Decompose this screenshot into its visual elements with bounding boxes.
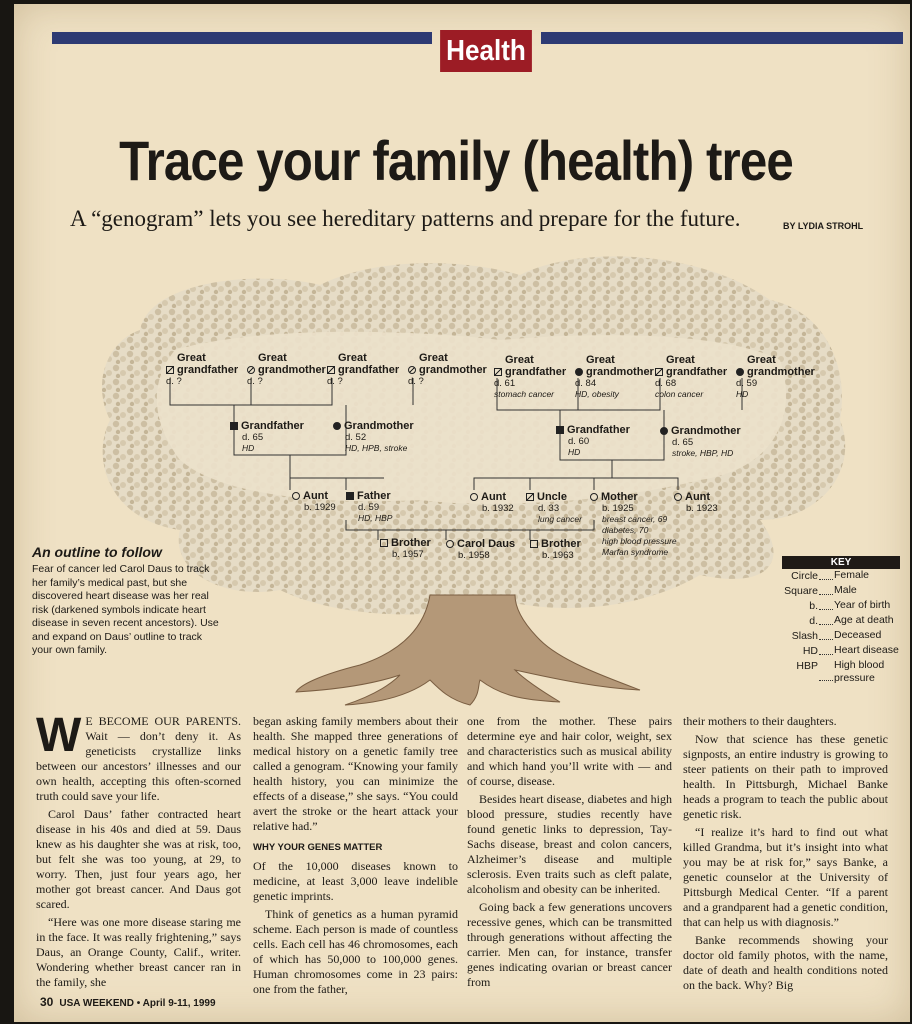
paragraph: Now that science has these genetic signposts, an entire industry is growing to steer patients on their path to improved health. In Pittsburgh, Michael Banke heads a program to teach the public about genetic risk. xyxy=(683,732,888,821)
node-name: Great grandfather xyxy=(177,352,239,376)
genogram-node xyxy=(655,354,736,400)
node-name: Grandfather xyxy=(241,420,304,432)
key-meaning: Male xyxy=(834,584,857,596)
node-name: Grandmother xyxy=(344,420,414,432)
node-health-note: HD xyxy=(736,389,749,399)
node-name: Great grandmother xyxy=(747,354,815,378)
genogram-node xyxy=(408,352,489,387)
node-date: d. 33 xyxy=(538,503,560,514)
node-health-note: stroke, HBP, HD xyxy=(672,448,734,458)
node-health-note: HD, obesity xyxy=(575,389,619,399)
node-health-note: breast cancer, 69 xyxy=(602,514,668,524)
key-term: Slash xyxy=(791,630,818,642)
paragraph: began asking family members about their health. She mapped three generations of medical history on a genetic family tree called a genogram. “Knowing your family health history, you can minimize the effects of a disease,” she says. “You could avert the stroke or the heart attack your relative had.” xyxy=(253,714,458,833)
node-name: Uncle xyxy=(537,491,567,503)
male-symbol-icon xyxy=(346,492,354,500)
key-meaning: Year of birth xyxy=(834,599,891,611)
leader-dots xyxy=(819,614,833,625)
publication-date: USA WEEKEND • April 9-11, 1999 xyxy=(59,998,216,1009)
key-term: d. xyxy=(809,615,818,627)
node-date: d. 65 xyxy=(672,437,694,448)
genogram-node xyxy=(674,491,718,514)
paragraph: Banke recommends showing your doctor old family photos, with the name, date of death and health conditions noted on the back. Why? Big xyxy=(683,933,888,992)
female-symbol-icon xyxy=(674,493,682,501)
male-symbol-icon xyxy=(526,493,534,501)
female-symbol-icon xyxy=(333,422,341,430)
node-name: Brother xyxy=(391,537,431,549)
section-tag: Health xyxy=(440,30,532,72)
subhead: A “genogram” lets you see hereditary patterns and prepare for the future. xyxy=(70,206,741,231)
male-symbol-icon xyxy=(494,368,502,376)
key-row xyxy=(782,629,900,644)
node-name: Great grandfather xyxy=(338,352,400,376)
genogram-node xyxy=(230,420,304,454)
node-name: Aunt xyxy=(303,490,329,502)
key-term: Circle xyxy=(791,570,818,582)
genogram-node xyxy=(292,490,336,513)
node-health-note: HD xyxy=(242,443,255,453)
node-date: d. ? xyxy=(327,376,343,387)
node-name: Great grandmother xyxy=(586,354,654,378)
key-row xyxy=(782,599,900,614)
node-name: Carol Daus xyxy=(457,538,516,550)
node-date: d. ? xyxy=(408,376,424,387)
paragraph: E BECOME OUR PARENTS. Wait — don’t deny it. As geneticists crystallize links between our ancestors’ illnesses and our own health, accepting this often-scorned truth could save your life. xyxy=(36,714,241,803)
genogram-node xyxy=(380,537,431,560)
genogram-node xyxy=(166,352,247,387)
genogram-node xyxy=(346,490,392,524)
female-symbol-icon xyxy=(247,366,255,374)
genogram-node xyxy=(556,424,630,458)
node-name: Great grandfather xyxy=(666,354,728,378)
node-health-note: HD, HBP xyxy=(358,513,393,523)
leader-dots xyxy=(819,644,833,655)
outline-title: An outline to follow xyxy=(32,544,162,560)
key-meaning: Age at death xyxy=(834,614,894,626)
female-symbol-icon xyxy=(470,493,478,501)
paragraph: Of the 10,000 diseases known to medicine, at least 3,000 leave indelible genetic imprints. xyxy=(253,859,458,903)
genogram-node xyxy=(446,538,515,561)
folio xyxy=(40,995,216,1009)
female-symbol-icon xyxy=(292,492,300,500)
node-name: Grandfather xyxy=(567,424,630,436)
node-name: Father xyxy=(357,490,391,502)
node-date: d. 59 xyxy=(358,502,380,513)
paragraph: their mothers to their daughters. xyxy=(683,714,837,728)
node-health-note: diabetes, 70 xyxy=(602,525,649,535)
genogram-node xyxy=(526,491,582,525)
node-date: d. 65 xyxy=(242,432,264,443)
article-column-3 xyxy=(467,714,672,993)
node-date: b. 1929 xyxy=(304,502,336,513)
page-number: 30 xyxy=(40,995,54,1009)
key-meaning: Heart disease xyxy=(834,644,899,656)
paragraph: Besides heart disease, diabetes and high blood pressure, studies recently have found genetic links to depression, Tay-Sachs disease, breast and colon cancers, Alzheimer’s disease and multiple sclerosis. Even traits such as cleft palate, alcoholism and obesity can be inherited. xyxy=(467,792,672,896)
node-date: d. 52 xyxy=(345,432,367,443)
paragraph: “I realize it’s hard to find out what killed Grandma, but it’s insight into what you may be at risk for,” says Banke, a genetic counselor at the University of Pittsburgh Medical Center. “If a parent and a grandparent had a genetic condition, that can help us with diagnosis.” xyxy=(683,825,888,929)
male-symbol-icon xyxy=(327,366,335,374)
key-term: b. xyxy=(809,600,818,612)
key-term: HBP xyxy=(796,660,818,672)
node-date: d. 84 xyxy=(575,378,597,389)
female-symbol-icon xyxy=(736,368,744,376)
key-meaning: Deceased xyxy=(834,629,882,641)
leader-dots xyxy=(819,569,833,580)
male-symbol-icon xyxy=(166,366,174,374)
node-health-note: Marfan syndrome xyxy=(602,547,669,557)
tree-trunk xyxy=(296,595,640,705)
node-name: Great grandfather xyxy=(505,354,567,378)
subheading: WHY YOUR GENES MATTER xyxy=(253,842,383,853)
leader-dots xyxy=(819,584,833,595)
paragraph: Going back a few generations uncovers recessive genes, which can be transmitted through generations without affecting the carrier. Men can, for instance, transfer genes indicating ovarian or breast cancer from xyxy=(467,900,672,989)
paragraph: one from the mother. These pairs determine eye and hair color, weight, sex and characteristics such as musical ability and which hand you’ll write with — and of course, disease. xyxy=(467,714,672,788)
leader-dots xyxy=(819,629,833,640)
genogram-node xyxy=(494,354,575,400)
node-date: d. ? xyxy=(166,376,182,387)
node-date: b. 1932 xyxy=(482,503,514,514)
female-symbol-icon xyxy=(575,368,583,376)
node-date: d. 59 xyxy=(736,378,758,389)
article-column-1 xyxy=(36,709,241,993)
key-row xyxy=(782,584,900,599)
outline-sidebar xyxy=(32,544,222,658)
genogram-node xyxy=(327,352,408,387)
node-health-note: stomach cancer xyxy=(494,389,554,399)
node-health-note: lung cancer xyxy=(538,514,582,524)
female-symbol-icon xyxy=(446,540,454,548)
genogram-node xyxy=(470,491,514,514)
leader-dots xyxy=(819,659,833,681)
byline: BY LYDIA STROHL xyxy=(783,221,864,231)
key-meaning: High blood pressure xyxy=(834,659,885,684)
male-symbol-icon xyxy=(556,426,564,434)
genogram-node xyxy=(660,425,741,459)
node-health-note: high blood pressure xyxy=(602,536,677,546)
genogram-node xyxy=(530,538,581,561)
headline: Trace your family (health) tree xyxy=(119,129,793,192)
male-symbol-icon xyxy=(655,368,663,376)
paragraph: “Here was one more disease staring me in the face. It was really frightening,” says Daus, an Orange County, Calif., writer. Wondering whether breast cancer ran in the family, she xyxy=(36,915,241,989)
article-column-4 xyxy=(683,714,888,996)
male-symbol-icon xyxy=(230,422,238,430)
key-meaning: Female xyxy=(834,569,870,581)
key-term: Square xyxy=(784,585,818,597)
node-date: b. 1958 xyxy=(458,550,490,561)
key-row xyxy=(782,659,900,685)
key-term: HD xyxy=(802,645,818,657)
legend-key xyxy=(782,556,900,685)
paragraph: Carol Daus’ father contracted heart disease in his 40s and died at 59. Daus knew as his daughter she was at risk, too, but felt she was too young, at 29, to worry. Then, just four years ago, her mother got breast cancer. And Daus got scared. xyxy=(36,807,241,911)
node-name: Mother xyxy=(601,491,638,503)
female-symbol-icon xyxy=(660,427,668,435)
node-date: b. 1963 xyxy=(542,550,574,561)
genogram-node xyxy=(590,491,677,558)
node-date: d. 60 xyxy=(568,436,590,447)
female-symbol-icon xyxy=(590,493,598,501)
node-date: d. ? xyxy=(247,376,263,387)
male-symbol-icon xyxy=(530,540,538,548)
key-row xyxy=(782,614,900,629)
male-symbol-icon xyxy=(380,539,388,547)
node-name: Great grandmother xyxy=(419,352,487,376)
genogram-node xyxy=(247,352,328,387)
node-health-note: colon cancer xyxy=(655,389,704,399)
node-date: b. 1925 xyxy=(602,503,634,514)
node-date: d. 61 xyxy=(494,378,516,389)
node-health-note: HD xyxy=(568,447,581,457)
node-name: Great grandmother xyxy=(258,352,326,376)
node-name: Aunt xyxy=(685,491,711,503)
leader-dots xyxy=(819,599,833,610)
node-date: b. 1923 xyxy=(686,503,718,514)
drop-cap: W xyxy=(36,709,82,762)
female-symbol-icon xyxy=(408,366,416,374)
node-name: Grandmother xyxy=(671,425,741,437)
node-name: Brother xyxy=(541,538,581,550)
node-health-note: HD, HPB, stroke xyxy=(345,443,408,453)
key-row xyxy=(782,569,900,584)
paragraph: Think of genetics as a human pyramid scheme. Each person is made of countless cells. Each cell has 46 chromosomes, each of which has 50,000 to 100,000 genes. Human chromosomes come in 23 pairs: one from the father, xyxy=(253,907,458,996)
key-title: KEY xyxy=(782,556,900,569)
genogram-node xyxy=(333,420,414,454)
genogram-node xyxy=(575,354,656,400)
article-column-2 xyxy=(253,714,458,1000)
outline-body: Fear of cancer led Carol Daus to track her family’s medical past, but she discovered heart disease was her real risk (darkened symbols indicate heart disease in seven recent ancestors). Use and expand on Daus’ outline to track your own family. xyxy=(32,563,219,656)
genogram-node xyxy=(736,354,817,400)
key-row xyxy=(782,644,900,659)
node-name: Aunt xyxy=(481,491,507,503)
node-date: b. 1957 xyxy=(392,549,424,560)
node-date: d. 68 xyxy=(655,378,677,389)
